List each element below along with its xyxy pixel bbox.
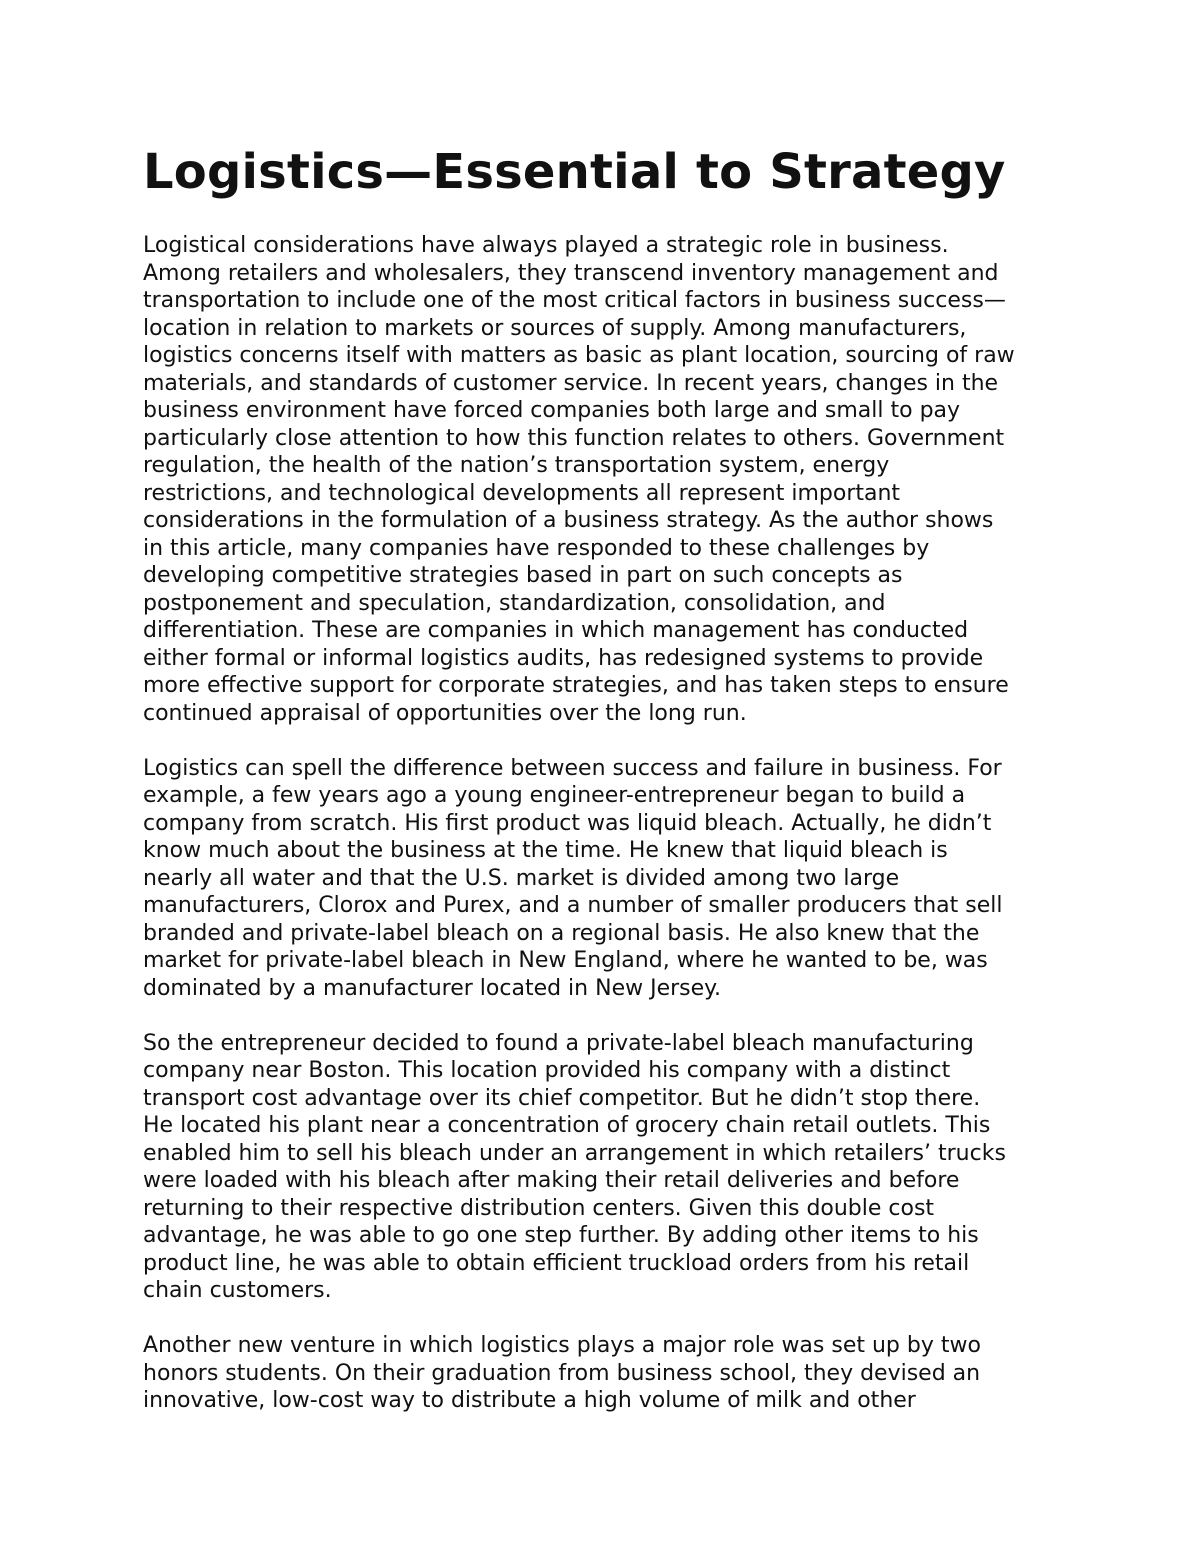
text-line: restrictions, and technological developments all represent important — [143, 480, 901, 506]
text-line: logistics concerns itself with matters as basic as plant location, sourcing of raw — [143, 343, 1015, 368]
text-line: chain customers. — [143, 1278, 332, 1303]
text-line: nearly all water and that the U.S. market is divided among two large — [143, 865, 900, 891]
text-line: returning to their respective distribution centers. Given this double cost — [143, 1195, 935, 1221]
text-line: business environment have forced companies both large and small to pay — [143, 398, 961, 423]
document-title: Logistics—Essential to Strategy — [143, 144, 1006, 200]
text-line: enabled him to sell his bleach under an arrangement in which retailers’ trucks — [143, 1140, 1006, 1166]
text-line: developing competitive strategies based in part on such concepts as — [143, 563, 903, 588]
text-line: branded and private-label bleach on a regional basis. He also knew that the — [143, 920, 980, 946]
text-line: transport cost advantage over its chief competitor. But he didn’t stop there. — [143, 1085, 981, 1111]
text-line: regulation, the health of the nation’s transportation system, energy — [143, 453, 890, 478]
paragraph-4 — [143, 1332, 1068, 1415]
text-line: transportation to include one of the most critical factors in business success— — [143, 288, 1006, 313]
text-line: postponement and speculation, standardization, consolidation, and — [143, 590, 886, 616]
text-line: company near Boston. This location provided his company with a distinct — [143, 1058, 951, 1083]
document-body — [143, 140, 1068, 1442]
text-line: location in relation to markets or sources of supply. Among manufacturers, — [143, 315, 967, 341]
text-line: considerations in the formulation of a business strategy. As the author shows — [143, 508, 994, 533]
text-line: Among retailers and wholesalers, they transcend inventory management and — [143, 260, 999, 286]
text-line: Logistics can spell the difference between success and failure in business. For — [143, 755, 1002, 781]
text-line: differentiation. These are companies in which management has conducted — [143, 618, 969, 643]
text-line: continued appraisal of opportunities over the long run. — [143, 700, 747, 726]
text-line: either formal or informal logistics audits, has redesigned systems to provide — [143, 645, 984, 671]
paragraph-2 — [143, 755, 1068, 1003]
text-line: market for private-label bleach in New England, where he wanted to be, was — [143, 948, 988, 973]
text-line: Logistical considerations have always played a strategic role in business. — [143, 233, 949, 258]
text-line: Another new venture in which logistics plays a major role was set up by two — [143, 1333, 981, 1358]
text-line: materials, and standards of customer service. In recent years, changes in the — [143, 370, 999, 396]
paragraph-3 — [143, 1030, 1068, 1305]
text-line: more effective support for corporate strategies, and has taken steps to ensure — [143, 673, 1009, 698]
text-line: dominated by a manufacturer located in New Jersey. — [143, 975, 722, 1001]
paragraph-1 — [143, 232, 1068, 727]
text-line: He located his plant near a concentration of grocery chain retail outlets. This — [143, 1113, 991, 1138]
text-line: were loaded with his bleach after making their retail deliveries and before — [143, 1168, 960, 1193]
text-line: So the entrepreneur decided to found a private-label bleach manufacturing — [143, 1030, 974, 1056]
text-line: product line, he was able to obtain efficient truckload orders from his retail — [143, 1250, 970, 1276]
text-line: particularly close attention to how this function relates to others. Government — [143, 425, 1005, 451]
text-line: in this article, many companies have responded to these challenges by — [143, 535, 930, 561]
text-line: advantage, he was able to go one step further. By adding other items to his — [143, 1223, 979, 1248]
text-line: company from scratch. His first product was liquid bleach. Actually, he didn’t — [143, 810, 992, 836]
paragraph-container — [143, 232, 1068, 1415]
text-line: know much about the business at the time. He knew that liquid bleach is — [143, 838, 948, 863]
text-line: example, a few years ago a young engineer-entrepreneur began to build a — [143, 783, 966, 808]
text-line: manufacturers, Clorox and Purex, and a number of smaller producers that sell — [143, 893, 1003, 918]
text-line: honors students. On their graduation from business school, they devised an — [143, 1360, 981, 1386]
text-line: innovative, low-cost way to distribute a high volume of milk and other — [143, 1388, 916, 1413]
